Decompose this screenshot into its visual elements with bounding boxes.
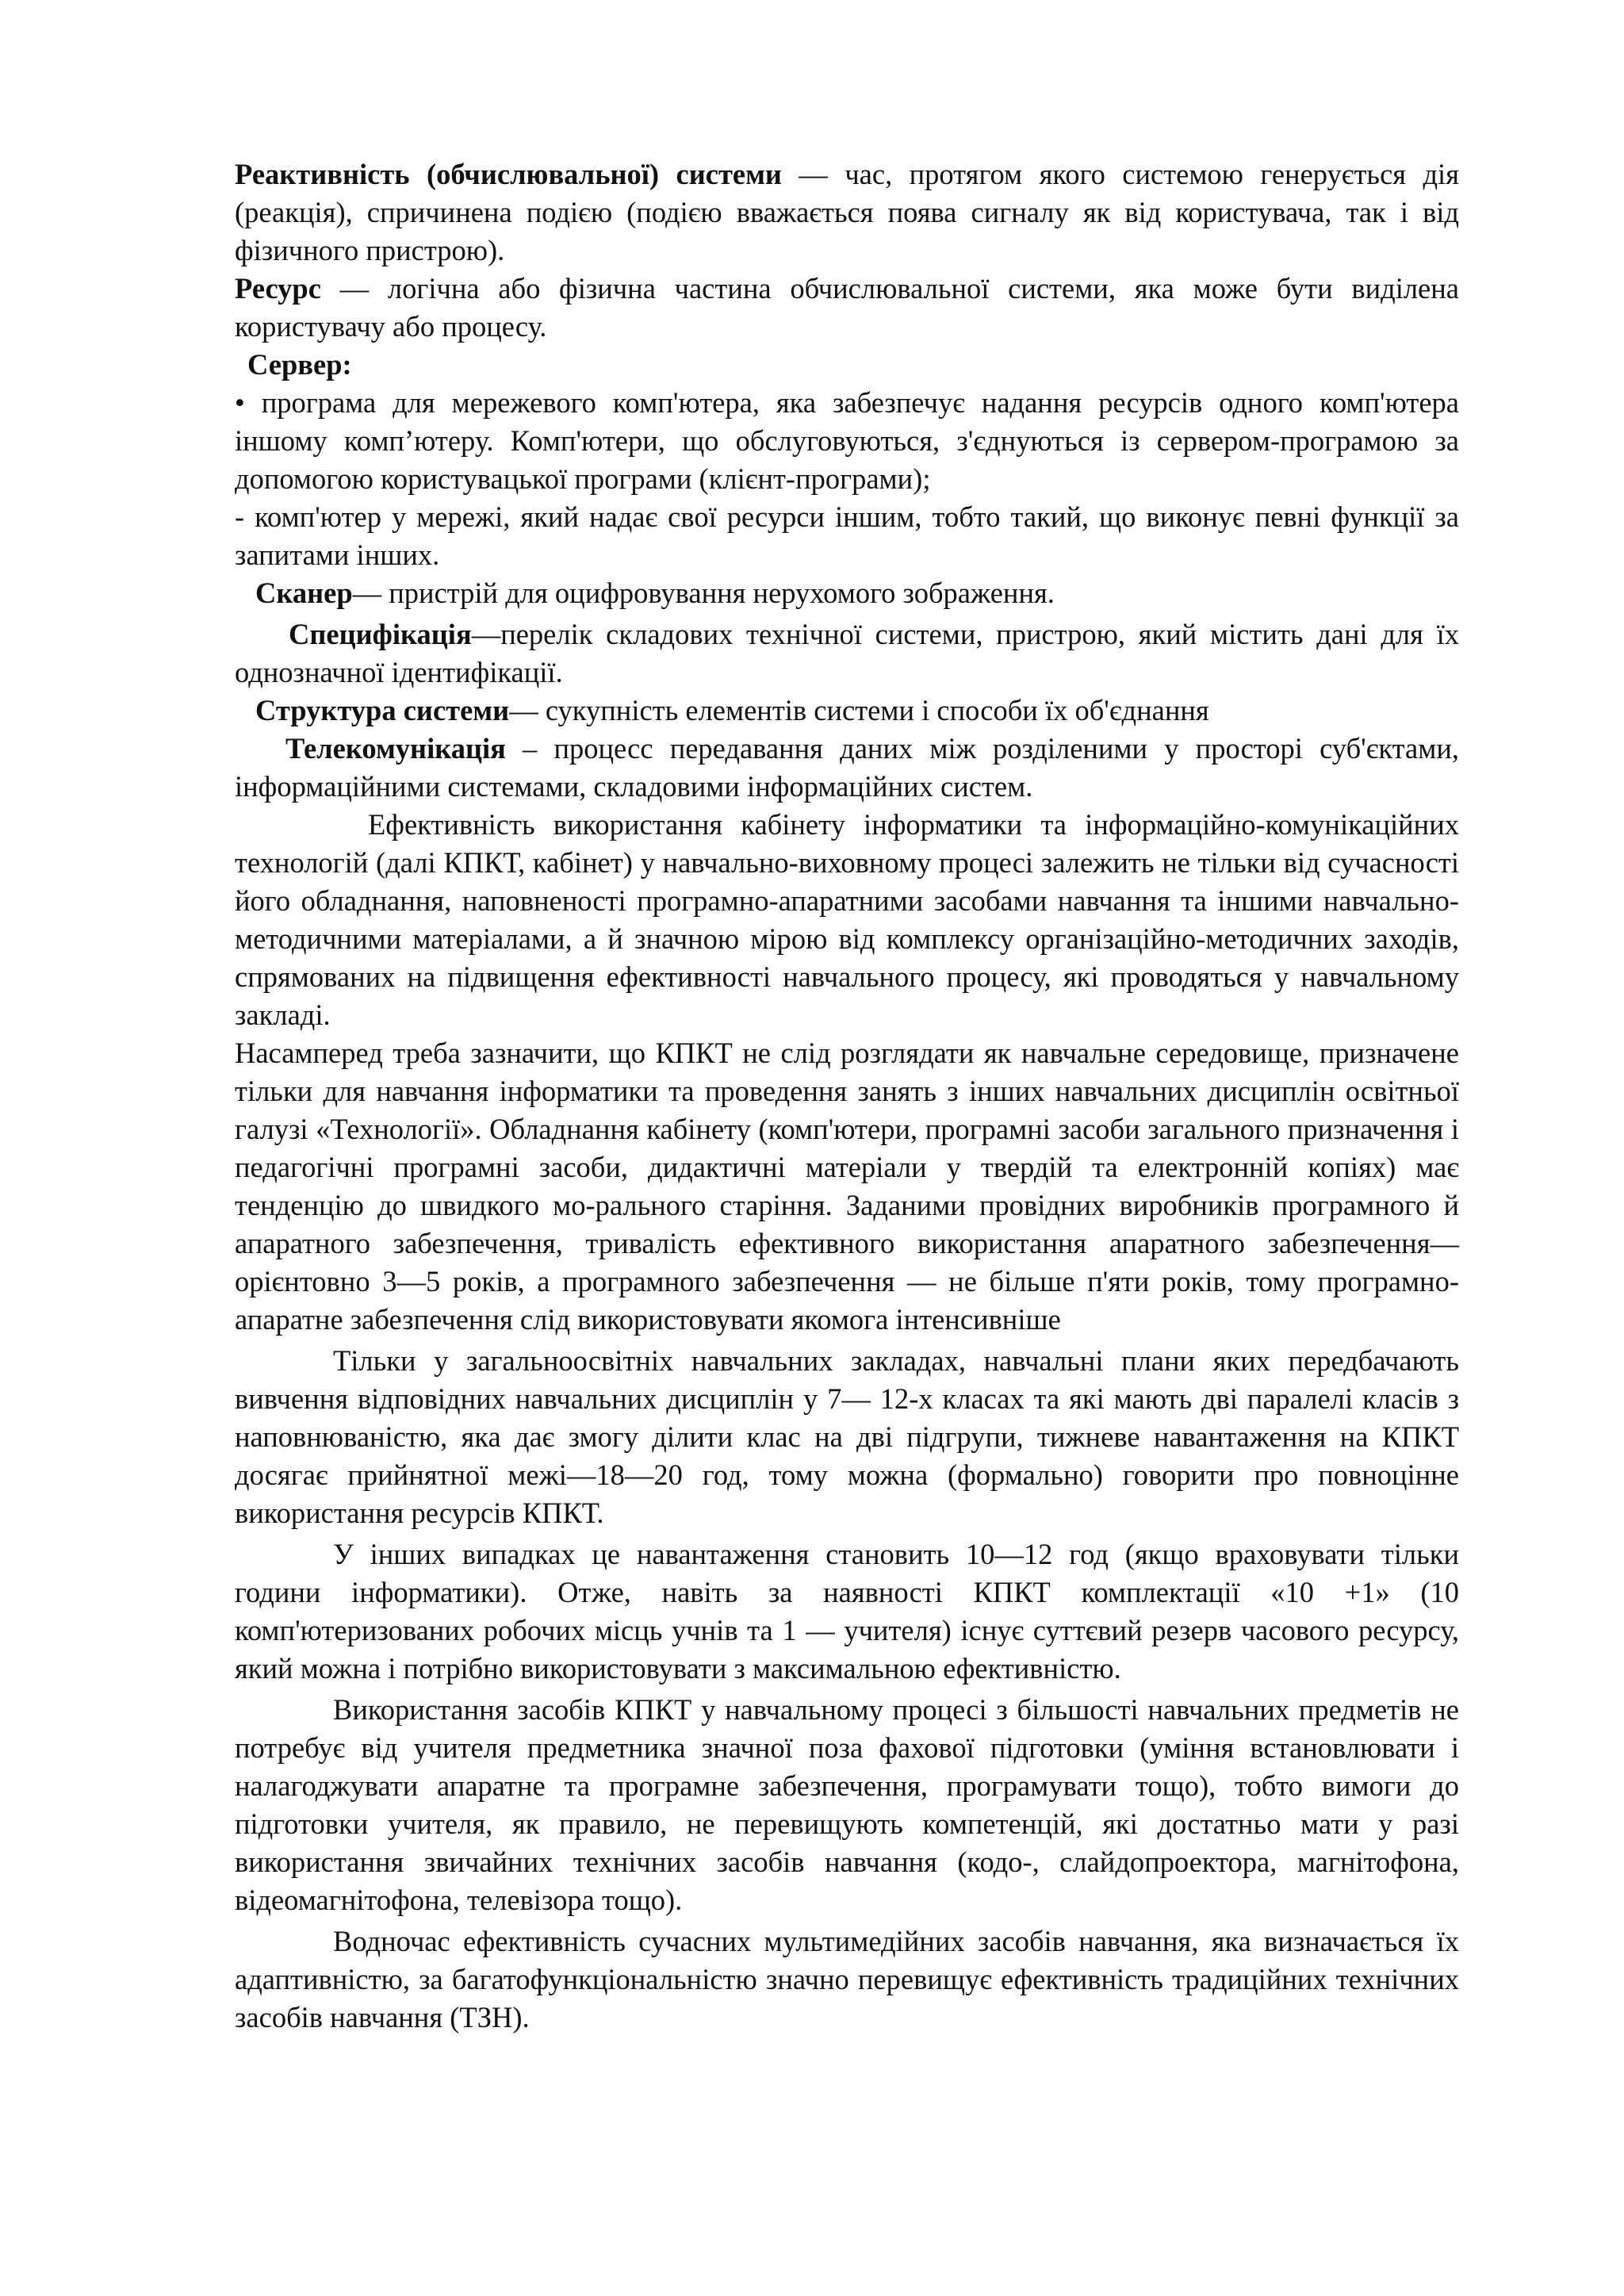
paragraph-multimedia: Водночас ефективність сучасних мультимедійних засобів навчання, яка визначається їх адаптивністю, за багатофункціональністю значно перевищує ефективність традиційних технічних засобів навчання (ТЗН). xyxy=(235,1925,1459,2033)
definition-specification-text: —перелік складових технічної системи, пристрою, який містить дані для їх однозначної ідентифікації. xyxy=(235,618,1459,688)
term-server: Сервер: xyxy=(247,348,352,381)
definition-system-structure xyxy=(235,692,1459,730)
server-item-program: • програма для мережевого комп'ютера, яка забезпечує надання ресурсів одного комп'ютера іншому комп’ютеру. Комп'ютери, що обслуговуються, з'єднуються із сервером-програмою за допомогою користувацької програми (клієнт-програми); xyxy=(235,386,1459,495)
paragraph-usage: Використання засобів КПКТ у навчальному процесі з більшості навчальних предметів не потребує від учителя предметника значної поза фахової підготовки (уміння встановлювати і налагоджувати апаратне та програмне забезпечення, програмувати тощо), тобто вимоги до підготовки учителя, як правило, не перевищують компетенцій, які достатньо мати у разі використання звичайних технічних засобів навчання (кодо-, слайдопроектора, магнітофона, відеомагнітофона, телевізора тощо). xyxy=(235,1693,1459,1916)
definition-reactivity-text: — час, протягом якого системою генерується дія (реакція), спричинена подією (подією вважається поява сигналу як від користувача, так і від фізичного пристрою). xyxy=(235,158,1459,266)
term-scanner: Сканер xyxy=(255,577,353,609)
definition-system-structure-text: — сукупність елементів системи і способи їх об'єднання xyxy=(509,694,1209,726)
term-server-heading xyxy=(235,346,1459,384)
definition-specification xyxy=(235,615,1459,692)
term-specification: Специфікація xyxy=(289,618,472,650)
paragraph-first-of-all: Насамперед треба зазначити, що КПКТ не слід розглядати як навчальне середовище, призначене тільки для навчання інформатики та проведення занять з інших навчальних дисциплін освітньої галузі «Технології». Обладнання кабінету (комп'ютери, програмні засоби загального призначення і педагогічні програмні засоби, дидактичні матеріали у твердій та електронній копіях) має тенденцію до швидкого мо-рального старіння. Заданими провідних виробників програмного й апаратного забезпечення, тривалість ефективного використання апаратного забезпечення— орієнтовно 3—5 років, а програмного забезпечення — не більше п'яти років, тому програмно-апаратне забезпечення слід використовувати якомога інтенсивніше xyxy=(235,1037,1459,1336)
definition-reactivity xyxy=(235,155,1459,270)
definition-scanner xyxy=(235,574,1459,612)
definition-resource-text: — логічна або фізична частина обчислювальної системи, яка може бути виділена користувачу або процесу. xyxy=(235,272,1459,343)
paragraph-efficiency: Ефективність використання кабінету інформатики та інформаційно-комунікаційних технологій (далі КПКТ, кабінет) у навчально-виховному процесі залежить не тільки від сучасності його обладнання, наповненості програмно-апаратними засобами навчання та іншими навчально-методичними матеріалами, а й значною мірою від комплексу організаційно-методичних заходів, спрямованих на підвищення ефективності навчального процесу, які проводяться у навчальному закладі. xyxy=(235,808,1459,1031)
paragraph-only-schools: Тільки у загальноосвітніх навчальних закладах, навчальні плани яких передбачають вивчення відповідних навчальних дисциплін у 7— 12-х класах та які мають дві паралелі класів з наповнюваністю, яка дає змогу ділити клас на дві підгрупи, тижневе навантаження на КПКТ досягає прийнятної межі—18—20 год, тому можна (формально) говорити про повноцінне використання ресурсів КПКТ. xyxy=(235,1344,1459,1529)
definition-telecommunication-text: – процесс передавання даних між розділеними у просторі суб'єктами, інформаційними системами, складовими інформаційних систем. xyxy=(235,732,1459,803)
term-reactivity: Реактивність (обчислювальної) системи xyxy=(235,158,782,190)
server-item-computer: - комп'ютер у мережі, який надає свої ресурси іншим, тобто такий, що виконує певні функції за запитами інших. xyxy=(235,500,1459,571)
term-resource: Ресурс xyxy=(235,272,321,305)
paragraph-other-cases: У інших випадках це навантаження становить 10—12 год (якщо враховувати тільки години інформатики). Отже, навіть за наявності КПКТ комплектації «10 +1» (10 комп'ютеризованих робочих місць учнів та 1 — учителя) існує суттєвий резерв часового ресурсу, який можна і потрібно використовувати з максимальною ефективністю. xyxy=(235,1538,1459,1685)
definition-resource xyxy=(235,270,1459,346)
term-telecommunication: Телекомунікація xyxy=(285,732,506,765)
document-page xyxy=(235,155,1459,2037)
definition-scanner-text: — пристрій для оцифровування нерухомого зображення. xyxy=(352,577,1055,609)
term-system-structure: Структура системи xyxy=(255,694,510,726)
definition-telecommunication xyxy=(235,730,1459,806)
